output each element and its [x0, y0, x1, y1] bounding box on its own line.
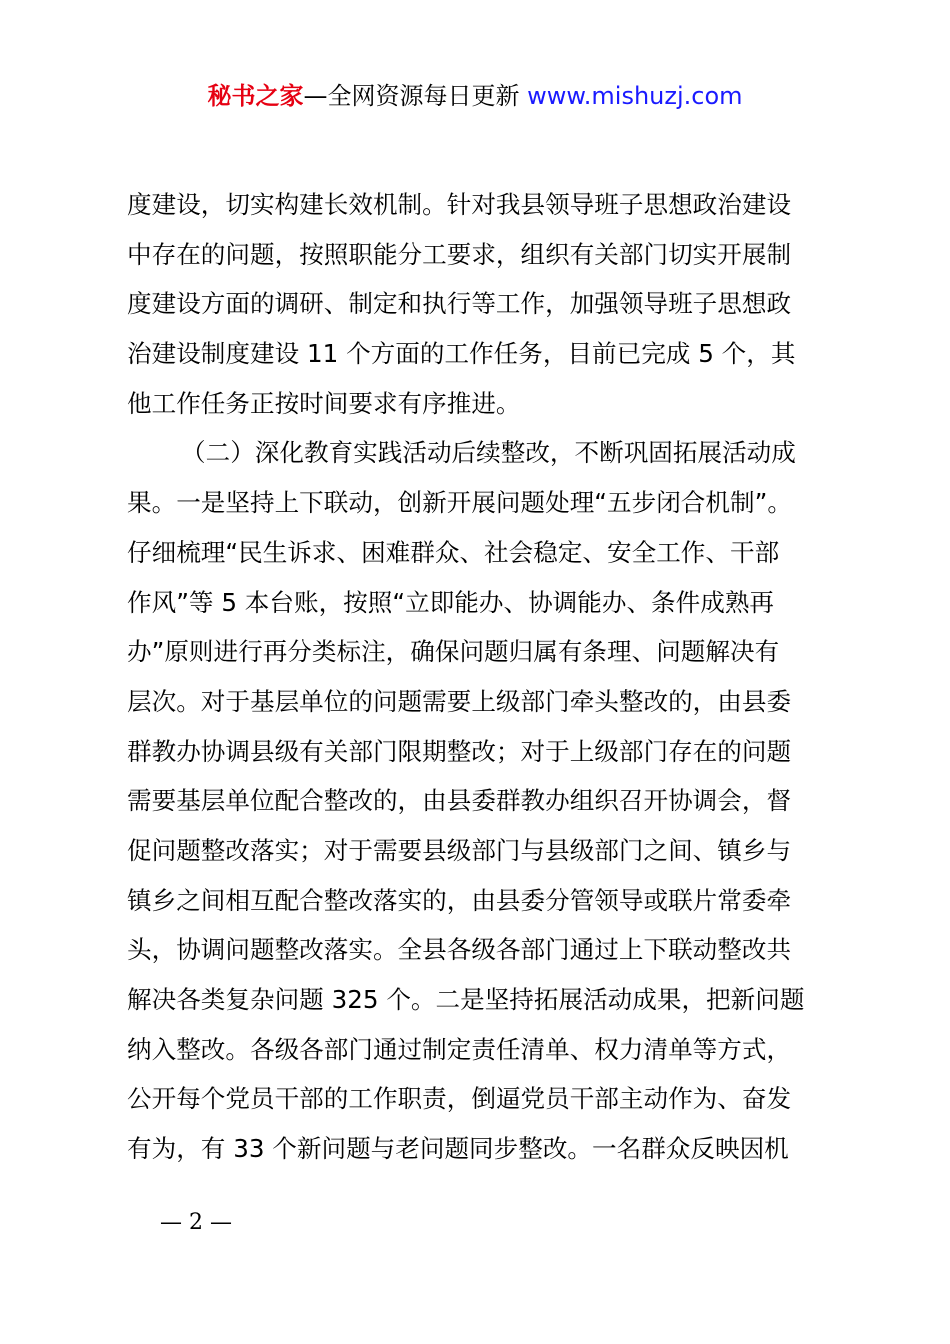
site-header [0, 78, 950, 114]
text-line: 度建设，切实构建长效机制。针对我县领导班子思想政治建设 [127, 190, 792, 219]
text-line: 度建设方面的调研、制定和执行等工作，加强领导班子思想政 [127, 289, 792, 319]
text-line: 头，协调问题整改落实。全县各级各部门通过上下联动整改共 [127, 935, 792, 965]
text-line: 仔细梳理“民生诉求、困难群众、社会稳定、安全工作、干部 [127, 537, 780, 567]
text-line: 促问题整改落实；对于需要县级部门与县级部门之间、镇乡与 [127, 835, 792, 865]
text-line: 他工作任务正按时间要求有序推进。 [127, 388, 521, 418]
text-line: （二）深化教育实践活动后续整改，不断巩固拓展活动成 [181, 438, 796, 468]
text-line: 纳入整改。各级各部门通过制定责任清单、权力清单等方式， [127, 1034, 792, 1064]
header-url-link[interactable]: www.mishuzj.com [527, 82, 743, 110]
document-body [127, 180, 839, 1174]
text-line: 解决各类复杂问题 325 个。二是坚持拓展活动成果，把新问题 [127, 985, 805, 1014]
text-line: 层次。对于基层单位的问题需要上级部门牵头整改的，由县委 [127, 686, 792, 716]
text-line: 办”原则进行再分类标注，确保问题归属有条理、问题解决有 [127, 637, 780, 667]
brand-name: 秘书之家 [207, 82, 304, 110]
text-line: 作风”等 5 本台账，按照“立即能办、协调能办、条件成熟再 [127, 587, 775, 617]
text-line: 有为，有 33 个新问题与老问题同步整改。一名群众反映因机 [127, 1134, 789, 1164]
text-line: 中存在的问题，按照职能分工要求，组织有关部门切实开展制 [127, 239, 792, 269]
text-line: 果。一是坚持上下联动，创新开展问题处理“五步闭合机制”。 [127, 488, 792, 518]
text-line: 需要基层单位配合整改的，由县委群教办组织召开协调会，督 [127, 786, 792, 816]
page-number: — 2 — [160, 1210, 232, 1235]
text-line: 镇乡之间相互配合整改落实的，由县委分管领导或联片常委牵 [127, 885, 792, 915]
text-line: 公开每个党员干部的工作职责，倒逼党员干部主动作为、奋发 [127, 1084, 792, 1114]
text-line: 群教办协调县级有关部门限期整改；对于上级部门存在的问题 [127, 736, 792, 766]
header-tagline: —全网资源每日更新 [303, 82, 528, 110]
text-line: 治建设制度建设 11 个方面的工作任务，目前已完成 5 个，其 [127, 339, 796, 369]
